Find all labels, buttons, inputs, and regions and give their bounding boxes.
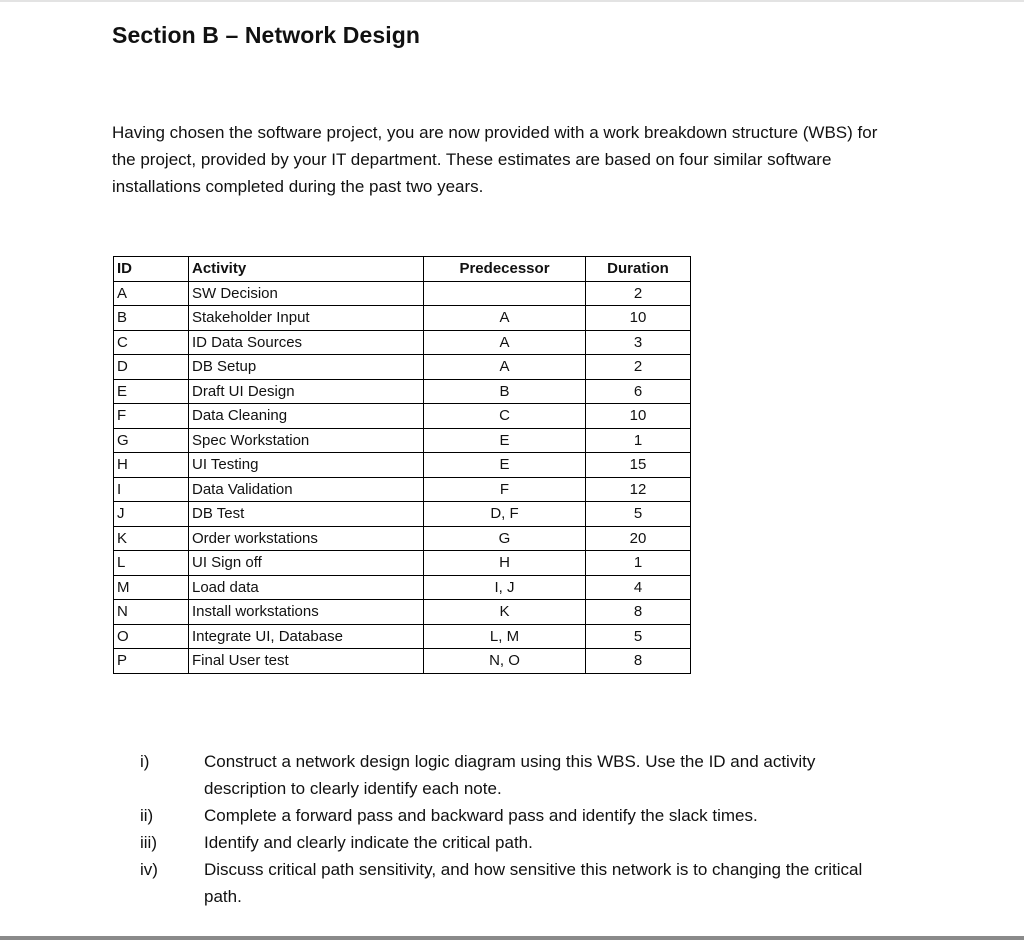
cell-activity: DB Test (189, 502, 424, 527)
cell-id: D (114, 355, 189, 380)
question-text: Construct a network design logic diagram using this WBS. Use the ID and activity description to clearly identify each note. (204, 752, 816, 798)
question-text: Identify and clearly indicate the critical path. (204, 833, 533, 852)
cell-activity: UI Testing (189, 453, 424, 478)
table-row (114, 551, 691, 576)
header-predecessor: Predecessor (424, 257, 586, 282)
header-activity: Activity (189, 257, 424, 282)
cell-id: K (114, 526, 189, 551)
cell-duration: 10 (586, 404, 691, 429)
cell-id: L (114, 551, 189, 576)
cell-duration: 8 (586, 649, 691, 674)
cell-predecessor: H (424, 551, 586, 576)
cell-duration: 1 (586, 551, 691, 576)
cell-duration: 2 (586, 281, 691, 306)
table-row (114, 330, 691, 355)
table-row (114, 281, 691, 306)
cell-predecessor: D, F (424, 502, 586, 527)
cell-duration: 6 (586, 379, 691, 404)
question-item (140, 856, 900, 910)
cell-predecessor: N, O (424, 649, 586, 674)
table-row (114, 477, 691, 502)
cell-predecessor: F (424, 477, 586, 502)
cell-activity: Order workstations (189, 526, 424, 551)
cell-activity: ID Data Sources (189, 330, 424, 355)
cell-duration: 5 (586, 624, 691, 649)
top-border (0, 0, 1024, 2)
cell-predecessor: E (424, 428, 586, 453)
cell-predecessor: A (424, 330, 586, 355)
cell-activity: UI Sign off (189, 551, 424, 576)
cell-activity: Draft UI Design (189, 379, 424, 404)
cell-activity: DB Setup (189, 355, 424, 380)
section-title: Section B – Network Design (112, 22, 421, 48)
table-row (114, 306, 691, 331)
cell-duration: 1 (586, 428, 691, 453)
question-item (140, 802, 900, 829)
cell-activity: Data Cleaning (189, 404, 424, 429)
wbs-table (113, 256, 691, 674)
cell-predecessor: B (424, 379, 586, 404)
cell-activity: Spec Workstation (189, 428, 424, 453)
wbs-table-body (114, 281, 691, 673)
cell-id: E (114, 379, 189, 404)
table-row (114, 428, 691, 453)
table-row (114, 379, 691, 404)
cell-activity: Integrate UI, Database (189, 624, 424, 649)
cell-duration: 3 (586, 330, 691, 355)
cell-duration: 12 (586, 477, 691, 502)
cell-duration: 10 (586, 306, 691, 331)
question-list (140, 748, 900, 910)
cell-id: P (114, 649, 189, 674)
table-row (114, 575, 691, 600)
cell-predecessor: K (424, 600, 586, 625)
cell-id: I (114, 477, 189, 502)
cell-activity: SW Decision (189, 281, 424, 306)
bottom-border (0, 936, 1024, 940)
table-row (114, 526, 691, 551)
cell-predecessor: E (424, 453, 586, 478)
cell-predecessor (424, 281, 586, 306)
cell-id: G (114, 428, 189, 453)
cell-id: H (114, 453, 189, 478)
cell-id: M (114, 575, 189, 600)
cell-duration: 20 (586, 526, 691, 551)
cell-activity: Data Validation (189, 477, 424, 502)
table-row (114, 453, 691, 478)
table-row (114, 600, 691, 625)
question-number: ii) (140, 806, 154, 825)
question-text: Complete a forward pass and backward pass and identify the slack times. (204, 806, 758, 825)
cell-duration: 5 (586, 502, 691, 527)
cell-id: C (114, 330, 189, 355)
header-duration: Duration (586, 257, 691, 282)
question-number: iii) (140, 833, 157, 852)
question-text: Discuss critical path sensitivity, and how sensitive this network is to changing the critical path. (204, 860, 863, 906)
cell-duration: 4 (586, 575, 691, 600)
cell-activity: Install workstations (189, 600, 424, 625)
intro-paragraph: Having chosen the software project, you are now provided with a work breakdown structure (WBS) for the project, provided by your IT department. These estimates are based on four similar software installations completed during the past two years. (112, 123, 878, 196)
cell-duration: 8 (586, 600, 691, 625)
header-id: ID (114, 257, 189, 282)
question-number: iv) (140, 860, 158, 879)
cell-duration: 2 (586, 355, 691, 380)
cell-predecessor: C (424, 404, 586, 429)
cell-id: J (114, 502, 189, 527)
question-item (140, 748, 900, 802)
table-row (114, 624, 691, 649)
cell-id: B (114, 306, 189, 331)
question-number: i) (140, 752, 150, 771)
cell-id: A (114, 281, 189, 306)
cell-id: O (114, 624, 189, 649)
cell-activity: Final User test (189, 649, 424, 674)
cell-predecessor: A (424, 306, 586, 331)
cell-predecessor: L, M (424, 624, 586, 649)
cell-id: F (114, 404, 189, 429)
question-item (140, 829, 900, 856)
table-row (114, 502, 691, 527)
cell-predecessor: I, J (424, 575, 586, 600)
cell-predecessor: G (424, 526, 586, 551)
cell-predecessor: A (424, 355, 586, 380)
table-row (114, 649, 691, 674)
cell-id: N (114, 600, 189, 625)
cell-activity: Load data (189, 575, 424, 600)
table-row (114, 404, 691, 429)
table-header-row (114, 257, 691, 282)
cell-activity: Stakeholder Input (189, 306, 424, 331)
table-row (114, 355, 691, 380)
cell-duration: 15 (586, 453, 691, 478)
